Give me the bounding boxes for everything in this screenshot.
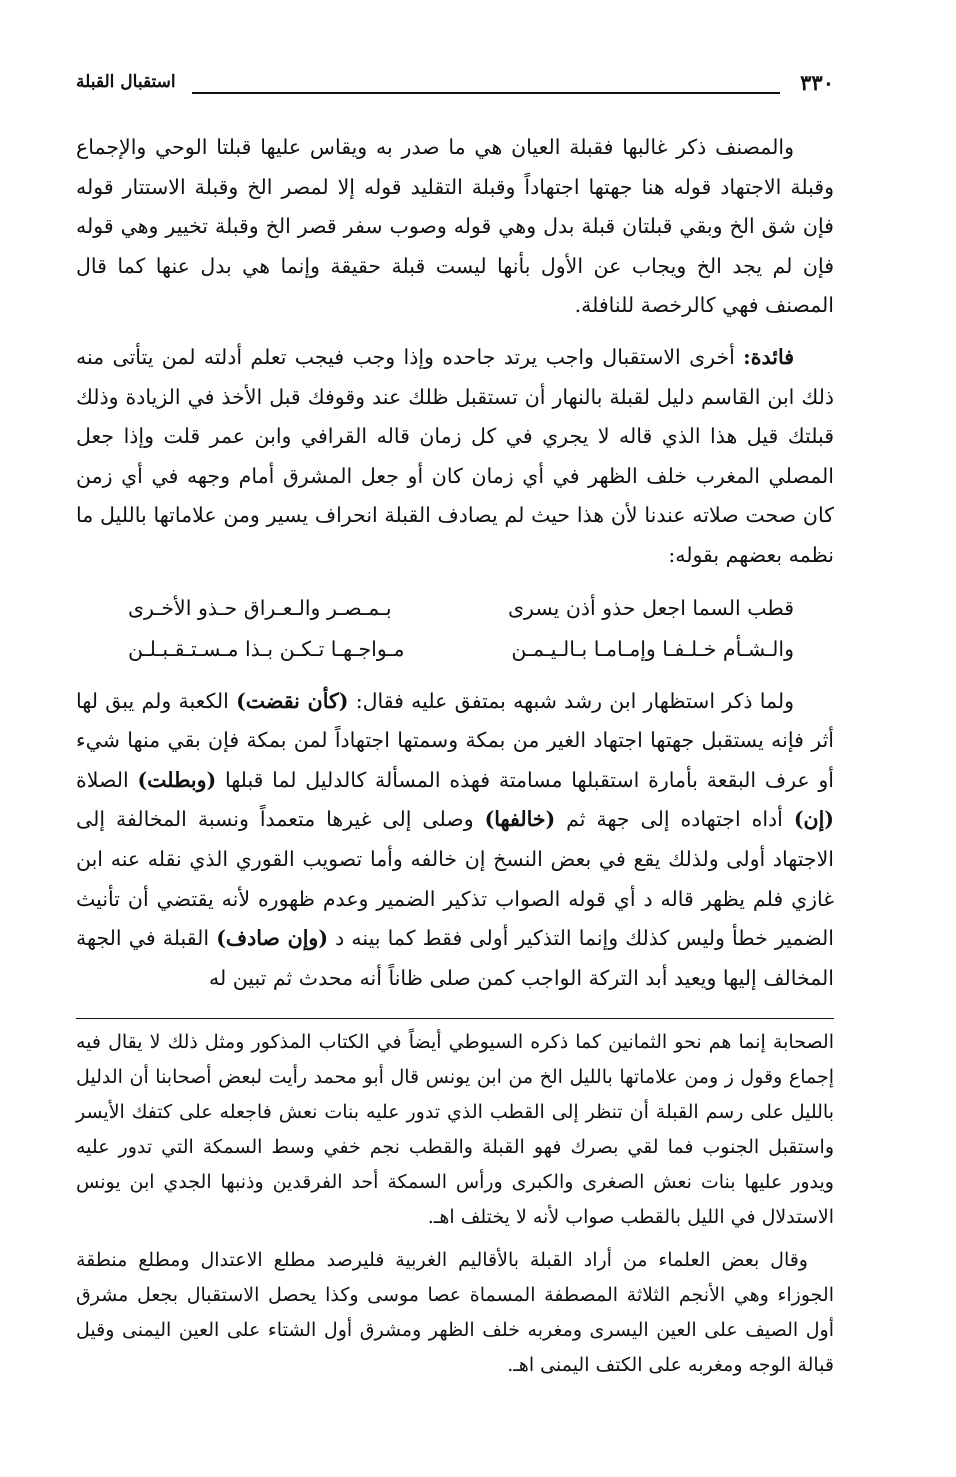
verse-hemistich: بـمـصـر والـعـراق حـذو الأخـرى <box>128 595 392 620</box>
footnote-separator <box>76 1018 834 1019</box>
main-text <box>76 128 834 998</box>
paragraph-faida <box>76 338 834 576</box>
matn-quote: (وبطلت) <box>137 767 217 792</box>
book-page <box>76 70 834 1400</box>
page-number: ٣٣٠ <box>800 70 834 95</box>
text-run: الكعبة ولم يبق لها أثر فإنه يستقبل جهتها اجتهاد الغير من بمكة وسمتها اجتهاداً لمن بمكة فإن بقي منها شيء أو عرف البقعة بأمارة استقبلها مسامتة فهذه المسألة كالدليل لما قبلها <box>76 688 834 792</box>
text-run: الصلاة <box>76 767 138 792</box>
footnote-paragraph: الصحابة إنما هم نحو الثمانين كما ذكره السيوطي أيضاً في الكتاب المذكور ومثل ذلك لا يقال فيه إجماع وقول ز ومن علاماتها بالليل الخ من ابن يونس قال أبو محمد رأيت لبعض أصحابنا أن الدليل بالليل على رسم القبلة أن تنظر إلى القطب الذي تدور عليه بنات نعش فاجعله على كتفك الأيسر واستقبل الجنوب فما لقي بصرك فهو القبلة والقطب نجم خفي وسط السمكة التي تدور عليه ويدور عليها بنات نعش الصغرى والكبرى ورأس السمكة أحد الفرقدين وذنبها الجدي ابن يونس الاستدلال في الليل بالقطب صواب لأنه لا يختلف اهـ. <box>76 1031 834 1229</box>
text-run: وصلى إلى غيرها متعمداً ونسبة المخالفة إلى الاجتهاد أولى ولذلك يقع في بعض النسخ إن خالفه وأما تصويب القوري الذي نقله عنه ابن غازي فلم يظهر قاله د أي قوله الصواب تذكير الضمير وعدم ظهوره لأنه يقتضي أن تأنيث الضمير خطأ وليس كذلك وإنما التذكير أولى فقط كما بينه د <box>76 807 834 951</box>
matn-quote: (خالفها) <box>484 807 556 832</box>
text-run: أداه اجتهاده إلى جهة ثم <box>555 807 794 832</box>
faida-text: أخرى الاستقبال واجب يرتد جاحده وإذا وجب فيجب تعلم أدلته لمن يتأتى منه ذلك ابن القاسم دليل لقبلة بالنهار أن تستقبل ظلك عند وقوفك قبل الأخذ في الزيادة وذلك قبلتك قيل هذا الذي قاله لا يجري في كل زمان قاله القرافي وابن عمر قلت وإذا جعل المصلي المغرب خلف الظهر في أي زمان كان أو جعل المشرق أمام وجهه في أي زمن كان صحت صلاته عندنا لأن هذا حيث لم يصادف القبلة انحراف يسير ومن علاماتها بالليل ما نظمه بعضهم بقوله: <box>76 344 834 567</box>
verse-line-2 <box>76 629 834 670</box>
text-run: ولما ذكر استظهار ابن رشد شبهه بمتفق عليه فقال: <box>348 688 794 713</box>
matn-quote: (وإن صادف) <box>216 926 329 951</box>
verse-line-1 <box>76 588 834 629</box>
matn-quote: (كأن نقضت) <box>236 688 349 713</box>
faida-label: فائدة: <box>743 344 794 369</box>
verse-hemistich: قطب السما اجعل حذو أذن يسرى <box>508 595 794 620</box>
paragraph-qibla-types: والمصنف ذكر غالبها فقبلة العيان هي ما صدر به ويقاس عليها قبلتا الوحي والإجماع وقبلة الاجتهاد قوله هنا جهتها اجتهاداً وقبلة التقليد قوله إلا لمصر الخ وقبلة الاستتار قوله فإن شق الخ وبقي قبلتان قبلة بدل وهي قوله وصوب سفر قصر الخ وقبلة تخيير وهي قوله فإن لم يجد الخ ويجاب عن الأول بأنها ليست قبلة حقيقة وإنما هي بدل عنها كما قال المصنف فهي كالرخصة للنافلة. <box>76 135 834 318</box>
matn-quote: (إن) <box>793 807 834 832</box>
verse-hemistich: مـواجـهـا تـكـن بـذا مـسـتـقـبـلـن <box>128 636 405 661</box>
footnotes <box>76 1025 834 1383</box>
verse-hemistich: والـشـأم خـلـفـا وإمـامـا بـالـيـمـن <box>511 636 794 661</box>
running-title: استقبال القبلة <box>76 72 176 92</box>
paragraph-ibn-rushd <box>76 682 834 999</box>
header-rule <box>192 92 780 94</box>
page-header <box>76 70 834 104</box>
footnote-paragraph: وقال بعض العلماء من أراد القبلة بالأقاليم الغربية فليرصد مطلع الاعتدال ومطلع منطقة الجوزاء وهي الأنجم الثلاثة المصطفة المسماة عصا موسى وكذا يحصل الاستقبال بجعل مشرق أول الصيف على العين اليسرى ومغربه خلف الظهر ومشرق أول الشتاء على العين اليمنى وقيل قبالة الوجه ومغربه على الكتف اليمنى اهـ. <box>76 1249 834 1377</box>
text-run: القبلة في الجهة المخالف إليها ويعيد أبد التركة الواجب كمن صلى ظاناً أنه محدث ثم تبين له <box>76 926 834 990</box>
